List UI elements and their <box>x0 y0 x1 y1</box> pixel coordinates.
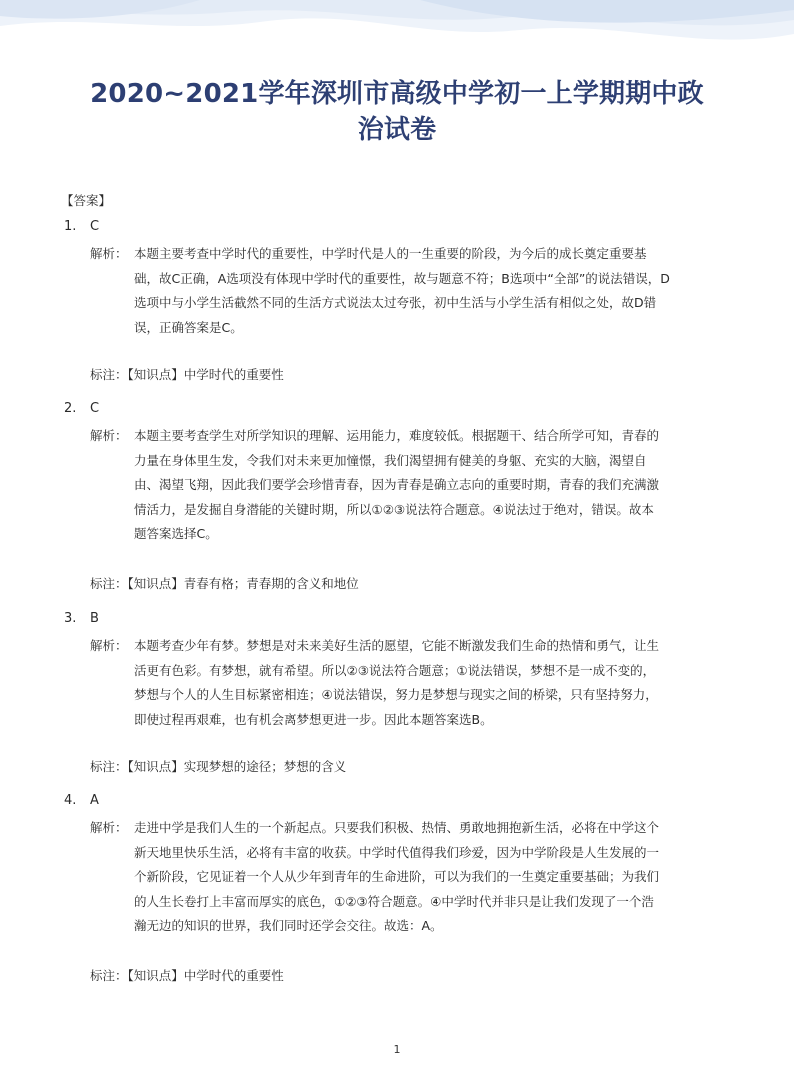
analysis-text <box>134 424 794 547</box>
title-line-2: 治试卷 <box>357 115 437 145</box>
analysis-line: 本题主要考查学生对所学知识的理解、运用能力，难度较低。根据题干、结合所学可知，青春的 <box>134 428 660 443</box>
analysis-line: 础，故C正确，A选项没有体现中学时代的重要性，故与题意不符；B选项中“全部”的说法错误，D <box>134 270 670 286</box>
analysis-label: 解析： <box>90 820 128 835</box>
question-header <box>64 218 99 236</box>
page-number: 1 <box>393 1043 401 1056</box>
analysis-line: 个新阶段，它见证着一个人从少年到青年的生命进阶，可以为我们的一生奠定重要基础；为我们 <box>134 869 660 884</box>
document-title <box>60 76 734 148</box>
analysis-text <box>134 816 794 939</box>
analysis-line: 活更有色彩。有梦想，就有希望。所以②③说法符合题意；①说法错误，梦想不是一成不变的， <box>134 662 656 678</box>
question-number: 2. <box>64 401 77 416</box>
analysis-line: 本题主要考查中学时代的重要性，中学时代是人的一生重要的阶段，为今后的成长奠定重要基 <box>134 246 647 261</box>
analysis-line: 即使过程再艰难，也有机会离梦想更进一步。因此本题答案选B。 <box>134 711 493 727</box>
analysis-line: 题答案选择C。 <box>134 526 218 541</box>
question-answer: C <box>90 219 100 234</box>
question-header <box>64 400 99 418</box>
analysis-label: 解析： <box>90 428 128 443</box>
analysis-line: 误，正确答案是C。 <box>134 319 243 335</box>
analysis-line: 瀚无边的知识的世界，我们同时还学会交往。故选：A。 <box>134 918 443 933</box>
knowledge-point-note: 标注：【知识点】中学时代的重要性 <box>90 367 284 382</box>
analysis-line: 梦想与个人的人生目标紧密相连；④说法错误，努力是梦想与现实之间的桥梁，只有坚持努力， <box>134 687 658 702</box>
analysis-line: 力量在身体里生发，令我们对未来更加憧憬，我们渴望拥有健美的身躯、充实的大脑，渴望自 <box>134 452 647 468</box>
analysis-line: 本题考查少年有梦。梦想是对未来美好生活的愿望，它能不断激发我们生命的热情和勇气，让生 <box>134 638 660 653</box>
title-line-1: 2020~2021学年深圳市高级中学初一上学期期中政 <box>90 79 704 109</box>
knowledge-point-note: 标注：【知识点】青春有格；青春期的含义和地位 <box>90 576 359 591</box>
question-header <box>64 792 99 810</box>
question-answer: B <box>90 611 99 626</box>
question-number: 3. <box>64 611 77 626</box>
analysis-line: 走进中学是我们人生的一个新起点。只要我们积极、热情、勇敢地拥抱新生活，必将在中学这个 <box>134 820 660 835</box>
knowledge-point-note: 标注：【知识点】中学时代的重要性 <box>90 968 284 983</box>
knowledge-point-note: 标注：【知识点】实现梦想的途径；梦想的含义 <box>90 759 347 774</box>
header-decoration <box>0 0 794 64</box>
answer-section-label: 【答案】 <box>61 193 112 208</box>
analysis-label: 解析： <box>90 246 128 261</box>
analysis-label: 解析： <box>90 638 128 653</box>
analysis-text <box>134 242 794 340</box>
analysis-line: 新天地里快乐生活，必将有丰富的收获。中学时代值得我们珍爱，因为中学阶段是人生发展的一 <box>134 844 660 860</box>
analysis-line: 由、渴望飞翔，因此我们要学会珍惜青春，因为青春是确立志向的重要时期，青春的我们充满激 <box>134 477 660 492</box>
analysis-line: 情活力，是发掘自身潜能的关键时期，所以①②③说法符合题意。④说法过于绝对，错误。故本 <box>134 501 654 517</box>
question-header <box>64 610 99 628</box>
question-answer: C <box>90 401 100 416</box>
analysis-line: 选项中与小学生活截然不同的生活方式说法太过夸张，初中生活与小学生活有相似之处，故D错 <box>134 295 657 310</box>
header-wave-graphic <box>0 0 794 64</box>
question-number: 4. <box>64 793 77 808</box>
question-number: 1. <box>64 219 77 234</box>
question-answer: A <box>90 793 99 808</box>
analysis-line: 的人生长卷打上丰富而厚实的底色，①②③符合题意。④中学时代并非只是让我们发现了一个浩 <box>134 893 654 909</box>
analysis-text <box>134 634 794 732</box>
